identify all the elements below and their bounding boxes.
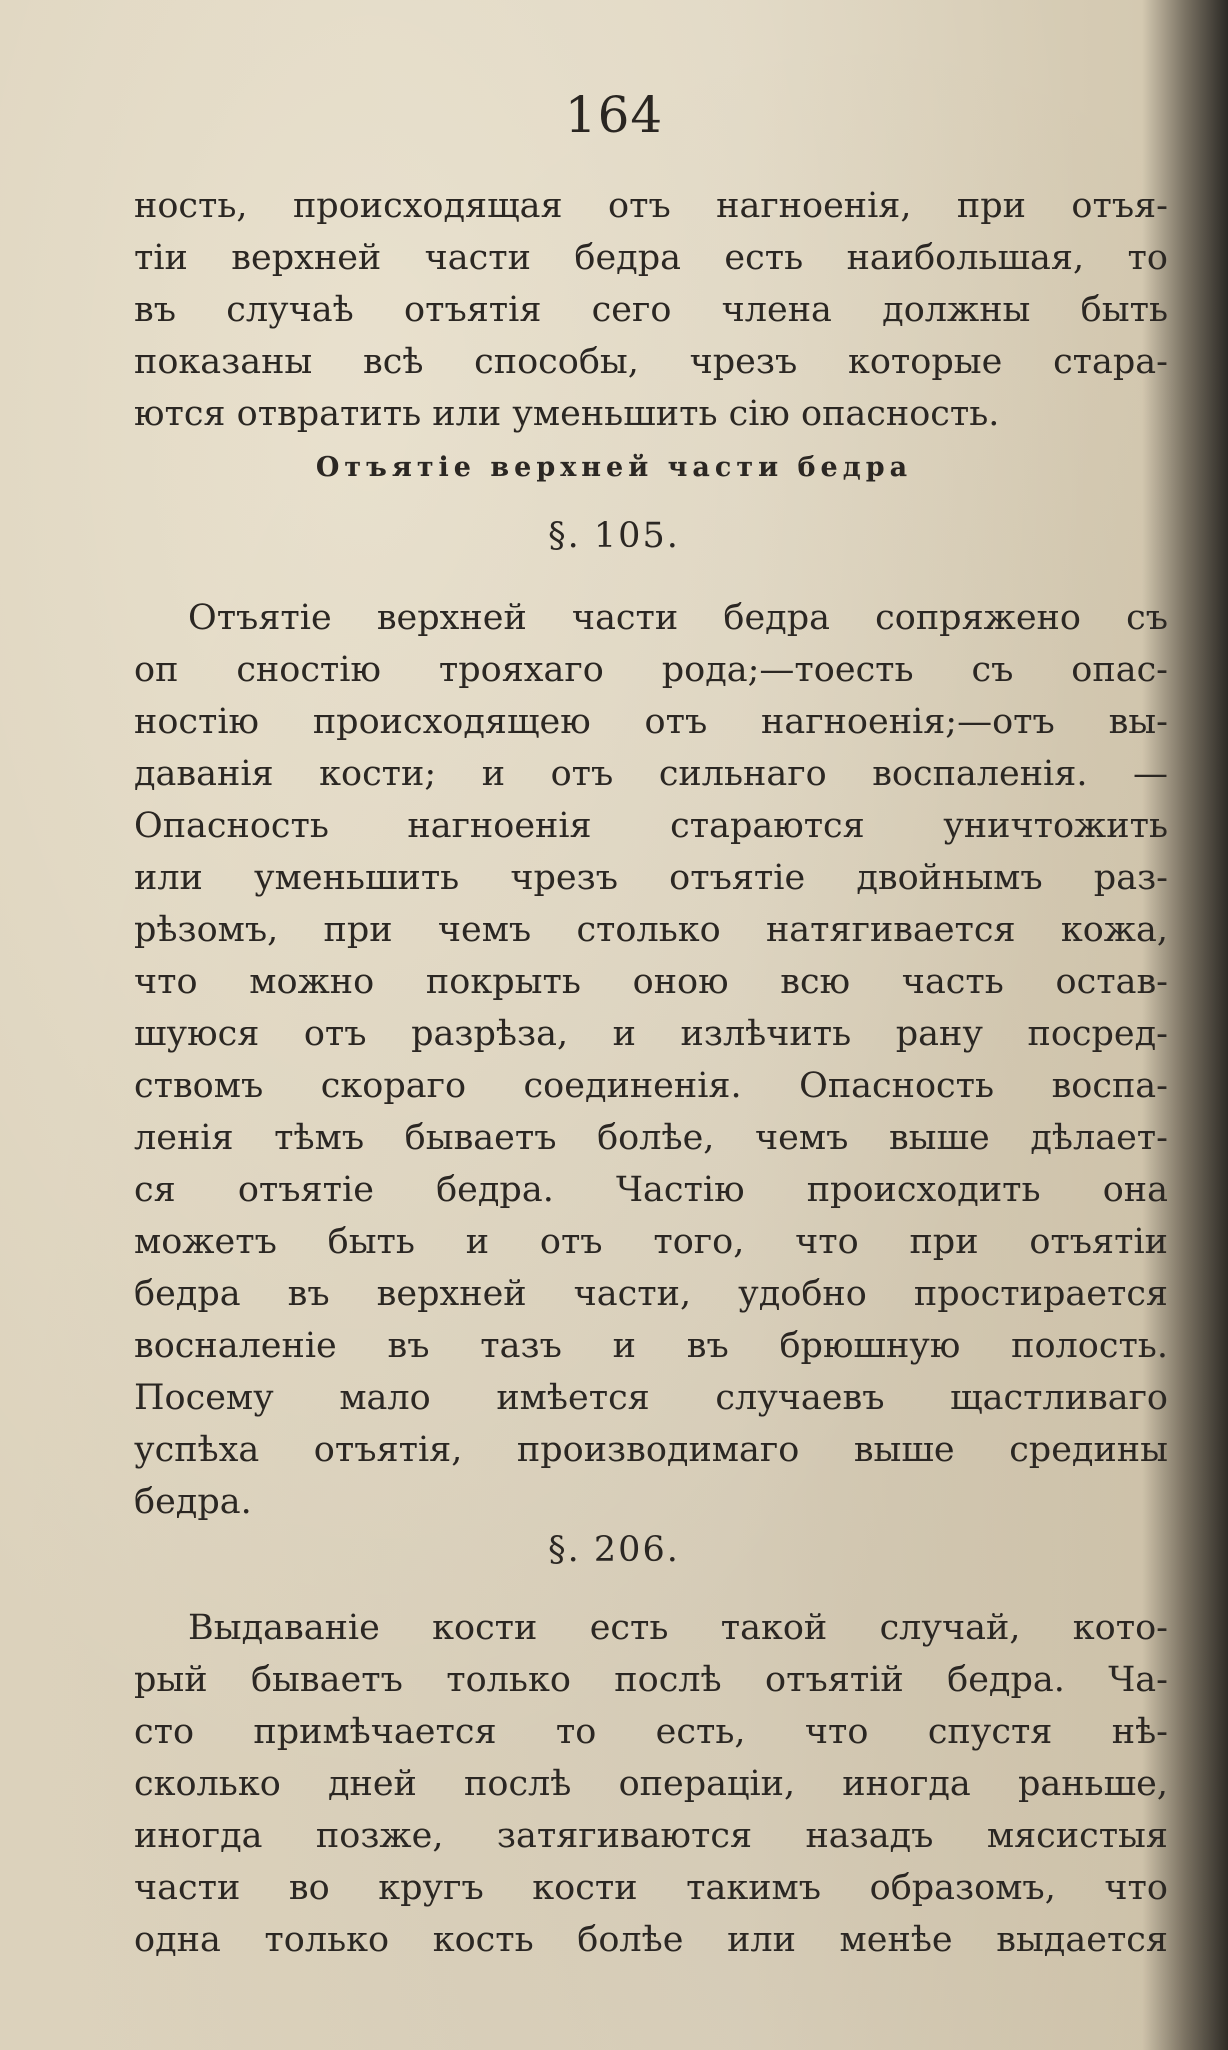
- text-line: Выдаваніе кости есть такой случай, кото-: [188, 1608, 1168, 1648]
- paragraph-206: [134, 1602, 1168, 1966]
- text-line: рый бываетъ только послѣ отъятій бедра. Ча-: [134, 1660, 1168, 1700]
- section-number-105: §. 105.: [548, 516, 680, 556]
- text-line: одна только кость болѣе или менѣе выдается: [134, 1920, 1168, 1960]
- text-line: тіи верхней части бедра есть наибольшая, то: [134, 238, 1168, 278]
- text-line: успѣха отъятія, производимаго выше средины: [134, 1430, 1168, 1470]
- text-line: ся отъятіе бедра. Частію происходить она: [134, 1170, 1168, 1210]
- text-line: ленія тѣмъ бываетъ болѣе, чемъ выше дѣлает-: [134, 1118, 1168, 1158]
- section-number-206: §. 206.: [548, 1530, 680, 1570]
- text-line: бедра.: [134, 1482, 252, 1522]
- text-line: шуюся отъ разрѣза, и излѣчить рану посред-: [134, 1014, 1168, 1054]
- page-number: 164: [564, 86, 664, 144]
- text-line: ствомъ скораго соединенія. Опасность воспа-: [134, 1066, 1168, 1106]
- text-line: ются отвратить или уменьшить сію опасность.: [134, 394, 1000, 434]
- text-line: бедра въ верхней части, удобно простирается: [134, 1274, 1168, 1314]
- text-line: показаны всѣ способы, чрезъ которые стара-: [134, 342, 1168, 382]
- paragraph-continuation: [134, 180, 1168, 440]
- text-line: Опасность нагноенія стараются уничтожить: [134, 806, 1168, 846]
- text-line: ностію происходящею отъ нагноенія;—отъ вы-: [134, 702, 1168, 742]
- text-line: части во кругъ кости такимъ образомъ, что: [134, 1868, 1168, 1908]
- text-line: даванія кости; и отъ сильнаго воспаленія. —: [134, 754, 1168, 794]
- text-line: рѣзомъ, при чемъ столько натягивается кожа,: [134, 910, 1168, 950]
- text-line: Отъятіе верхней части бедра сопряжено съ: [188, 598, 1168, 638]
- section-title: Отъятіе верхней части бедра: [315, 452, 913, 483]
- text-line: можетъ быть и отъ того, что при отъятіи: [134, 1222, 1168, 1262]
- text-line: оп сностію трояхаго рода;—тоесть съ опас-: [134, 650, 1168, 690]
- text-line: сколько дней послѣ операціи, иногда раньше,: [134, 1764, 1168, 1804]
- text-line: ность, происходящая отъ нагноенія, при отъя-: [134, 186, 1168, 226]
- text-line: иногда позже, затягиваются назадъ мясистыя: [134, 1816, 1168, 1856]
- text-line: Посему мало имѣется случаевъ щастливаго: [134, 1378, 1168, 1418]
- text-line: или уменьшить чрезъ отъятіе двойнымъ раз-: [134, 858, 1168, 898]
- paragraph-105: [134, 592, 1168, 1528]
- text-line: восналеніе въ тазъ и въ брюшную полость.: [134, 1326, 1168, 1366]
- text-line: въ случаѣ отъятія сего члена должны быть: [134, 290, 1168, 330]
- text-line: сто примѣчается то есть, что спустя нѣ-: [134, 1712, 1168, 1752]
- text-line: что можно покрыть оною всю часть остав-: [134, 962, 1168, 1002]
